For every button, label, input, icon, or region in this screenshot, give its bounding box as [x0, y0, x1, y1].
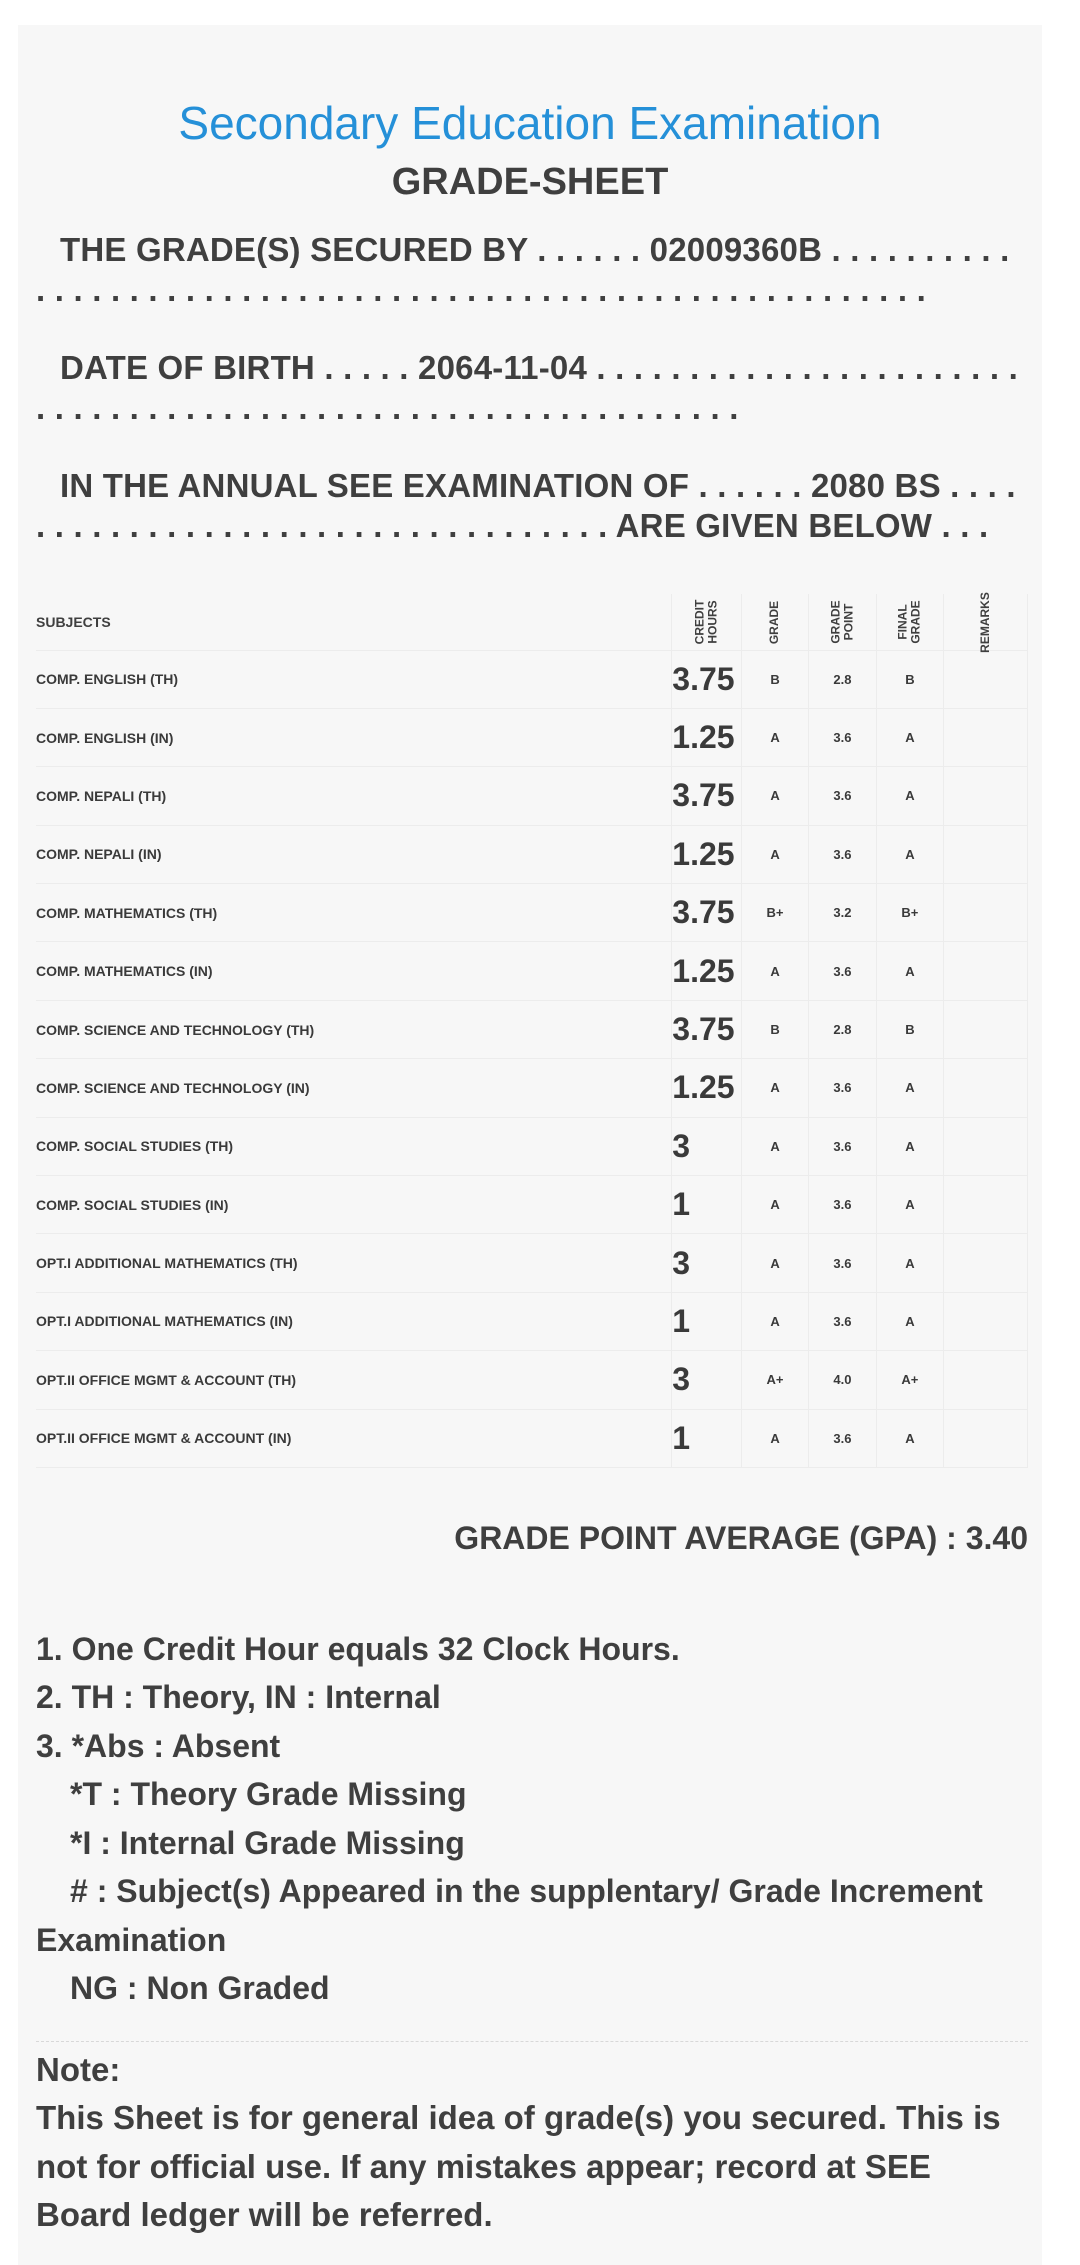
- grade-cell: A: [741, 1059, 808, 1117]
- grade-point-cell: 3.6: [809, 1176, 876, 1234]
- grade-point-cell: 3.6: [809, 1409, 876, 1467]
- exam-line: IN THE ANNUAL SEE EXAMINATION OF . . . . . . 2080 BS . . . . . . . . . . . . . . . . . . . . . . . . . . . . . . . . . . . ARE GIVEN BELOW . . .: [36, 467, 1016, 544]
- secured-by-label: THE GRADE(S) SECURED BY: [60, 231, 528, 268]
- subject-cell: COMP. SCIENCE AND TECHNOLOGY (IN): [36, 1059, 672, 1117]
- dob-value: 2064-11-04: [418, 349, 588, 386]
- grade-point-cell: 3.6: [809, 708, 876, 766]
- grade-point-cell: 3.2: [809, 884, 876, 942]
- credit-hours-cell: 3: [672, 1351, 742, 1409]
- table-row: [36, 1059, 1028, 1117]
- note-item: # : Subject(s) Appeared in the supplentary/ Grade Increment: [70, 1873, 983, 1910]
- grade-cell: A: [741, 1176, 808, 1234]
- exam-label: IN THE ANNUAL SEE EXAMINATION OF: [60, 467, 690, 504]
- grade-cell: B: [741, 1000, 808, 1058]
- remarks-cell: [944, 767, 1028, 825]
- header-credit-hours: CREDIT HOURS: [672, 594, 742, 650]
- grade-sheet: [18, 25, 1042, 2265]
- final-grade-cell: A: [876, 1059, 943, 1117]
- grade-cell: A: [741, 1117, 808, 1175]
- grade-point-cell: 3.6: [809, 1059, 876, 1117]
- remarks-cell: [944, 708, 1028, 766]
- table-row: [36, 767, 1028, 825]
- credit-hours-cell: 3: [672, 1117, 742, 1175]
- grade-cell: B: [741, 650, 808, 708]
- remarks-cell: [944, 1117, 1028, 1175]
- final-grade-cell: B: [876, 1000, 943, 1058]
- note-item: *T : Theory Grade Missing: [70, 1776, 467, 1813]
- final-grade-cell: A: [876, 1176, 943, 1234]
- final-grade-cell: A: [876, 1234, 943, 1292]
- subject-cell: COMP. NEPALI (IN): [36, 825, 672, 883]
- note-item: 3. *Abs : Absent: [36, 1727, 281, 1764]
- credit-hours-cell: 1: [672, 1176, 742, 1234]
- grade-cell: A: [741, 1292, 808, 1350]
- remarks-cell: [944, 1351, 1028, 1409]
- header-grade-point: GRADE POINT: [809, 594, 876, 650]
- credit-hours-cell: 1.25: [672, 825, 742, 883]
- note-item: 2. TH : Theory, IN : Internal: [36, 1679, 441, 1716]
- grade-cell: A: [741, 942, 808, 1000]
- subject-cell: COMP. NEPALI (TH): [36, 767, 672, 825]
- table-header-row: [36, 594, 1028, 650]
- grade-point-cell: 3.6: [809, 1117, 876, 1175]
- disclaimer: [36, 2046, 1024, 2240]
- grade-point-cell: 3.6: [809, 767, 876, 825]
- remarks-cell: [944, 942, 1028, 1000]
- final-grade-cell: A+: [876, 1351, 943, 1409]
- subject-cell: OPT.I ADDITIONAL MATHEMATICS (TH): [36, 1234, 672, 1292]
- note-item: *I : Internal Grade Missing: [70, 1824, 465, 1861]
- dob-label: DATE OF BIRTH: [60, 349, 315, 386]
- final-grade-cell: A: [876, 942, 943, 1000]
- grade-cell: A: [741, 1234, 808, 1292]
- grade-point-cell: 3.6: [809, 825, 876, 883]
- subject-cell: OPT.II OFFICE MGMT & ACCOUNT (IN): [36, 1409, 672, 1467]
- credit-hours-cell: 1: [672, 1409, 742, 1467]
- table-row: [36, 1292, 1028, 1350]
- given-below: ARE GIVEN BELOW . . .: [615, 507, 989, 544]
- note-text: This Sheet is for general idea of grade(s) you secured. This is not for official use. If any mistakes appear; record at SEE Board ledger will be referred.: [36, 2099, 1001, 2234]
- grade-point-cell: 2.8: [809, 1000, 876, 1058]
- credit-hours-cell: 3.75: [672, 767, 742, 825]
- grade-cell: A: [741, 1409, 808, 1467]
- remarks-cell: [944, 1409, 1028, 1467]
- credit-hours-cell: 3.75: [672, 1000, 742, 1058]
- remarks-cell: [944, 825, 1028, 883]
- subject-cell: OPT.I ADDITIONAL MATHEMATICS (IN): [36, 1292, 672, 1350]
- grade-cell: B+: [741, 884, 808, 942]
- subject-cell: COMP. SOCIAL STUDIES (TH): [36, 1117, 672, 1175]
- note-item: NG : Non Graded: [70, 1970, 330, 2007]
- grade-point-cell: 3.6: [809, 1292, 876, 1350]
- subject-cell: COMP. ENGLISH (TH): [36, 650, 672, 708]
- secured-by-line: THE GRADE(S) SECURED BY . . . . . . 02009360B . . . . . . . . . . . . . . . . . . . . . . . . . . . . . . . . . . . . . . . . . . . . . . . . . . . . . . . . . .: [36, 231, 1010, 308]
- final-grade-cell: B: [876, 650, 943, 708]
- credit-hours-cell: 1.25: [672, 708, 742, 766]
- header-remarks: REMARKS: [944, 594, 1028, 650]
- notes-list: [36, 1625, 1024, 2013]
- remarks-cell: [944, 650, 1028, 708]
- page-subtitle: GRADE-SHEET: [391, 161, 669, 203]
- final-grade-cell: A: [876, 767, 943, 825]
- exam-year: 2080 BS: [810, 467, 941, 504]
- header-final-grade: FINAL GRADE: [876, 594, 943, 650]
- header-grade: GRADE: [741, 594, 808, 650]
- subject-cell: COMP. SCIENCE AND TECHNOLOGY (TH): [36, 1000, 672, 1058]
- symbol-number: 02009360B: [649, 231, 823, 268]
- remarks-cell: [944, 1234, 1028, 1292]
- grade-cell: A: [741, 825, 808, 883]
- subject-cell: OPT.II OFFICE MGMT & ACCOUNT (TH): [36, 1351, 672, 1409]
- final-grade-cell: A: [876, 1292, 943, 1350]
- table-row: [36, 708, 1028, 766]
- final-grade-cell: A: [876, 1409, 943, 1467]
- remarks-cell: [944, 1059, 1028, 1117]
- table-row: [36, 1409, 1028, 1467]
- grade-point-cell: 2.8: [809, 650, 876, 708]
- note-item: 1. One Credit Hour equals 32 Clock Hours.: [36, 1630, 680, 1667]
- final-grade-cell: A: [876, 1117, 943, 1175]
- credit-hours-cell: 3.75: [672, 650, 742, 708]
- credit-hours-cell: 3: [672, 1234, 742, 1292]
- subject-cell: COMP. ENGLISH (IN): [36, 708, 672, 766]
- subject-cell: COMP. SOCIAL STUDIES (IN): [36, 1176, 672, 1234]
- table-row: [36, 1176, 1028, 1234]
- table-row: [36, 942, 1028, 1000]
- grade-cell: A: [741, 708, 808, 766]
- note-item: Examination: [36, 1921, 227, 1958]
- credit-hours-cell: 3.75: [672, 884, 742, 942]
- page-title: Secondary Education Examination: [178, 97, 882, 149]
- note-label: Note:: [36, 2050, 121, 2088]
- grade-point-cell: 3.6: [809, 1234, 876, 1292]
- credit-hours-cell: 1: [672, 1292, 742, 1350]
- credit-hours-cell: 1.25: [672, 1059, 742, 1117]
- header-subjects: SUBJECTS: [36, 594, 672, 650]
- table-row: [36, 1000, 1028, 1058]
- grade-cell: A: [741, 767, 808, 825]
- final-grade-cell: A: [876, 708, 943, 766]
- final-grade-cell: B+: [876, 884, 943, 942]
- table-row: [36, 825, 1028, 883]
- table-row: [36, 884, 1028, 942]
- table-row: [36, 1234, 1028, 1292]
- subject-cell: COMP. MATHEMATICS (TH): [36, 884, 672, 942]
- dob-line: DATE OF BIRTH . . . . . 2064-11-04 . . . . . . . . . . . . . . . . . . . . . . . . . . . . . . . . . . . . . . . . . . . . . . . . . . . . . . . . . . . . .: [36, 349, 1018, 426]
- grade-point-cell: 3.6: [809, 942, 876, 1000]
- remarks-cell: [944, 884, 1028, 942]
- remarks-cell: [944, 1292, 1028, 1350]
- grade-point-cell: 4.0: [809, 1351, 876, 1409]
- credit-hours-cell: 1.25: [672, 942, 742, 1000]
- table-row: [36, 650, 1028, 708]
- grade-cell: A+: [741, 1351, 808, 1409]
- final-grade-cell: A: [876, 825, 943, 883]
- remarks-cell: [944, 1176, 1028, 1234]
- table-row: [36, 1351, 1028, 1409]
- subject-cell: COMP. MATHEMATICS (IN): [36, 942, 672, 1000]
- remarks-cell: [944, 1000, 1028, 1058]
- table-row: [36, 1117, 1028, 1175]
- gpa-summary: GRADE POINT AVERAGE (GPA) : 3.40: [454, 1519, 1028, 1556]
- grades-table: [36, 591, 1028, 1468]
- divider: [36, 2041, 1028, 2042]
